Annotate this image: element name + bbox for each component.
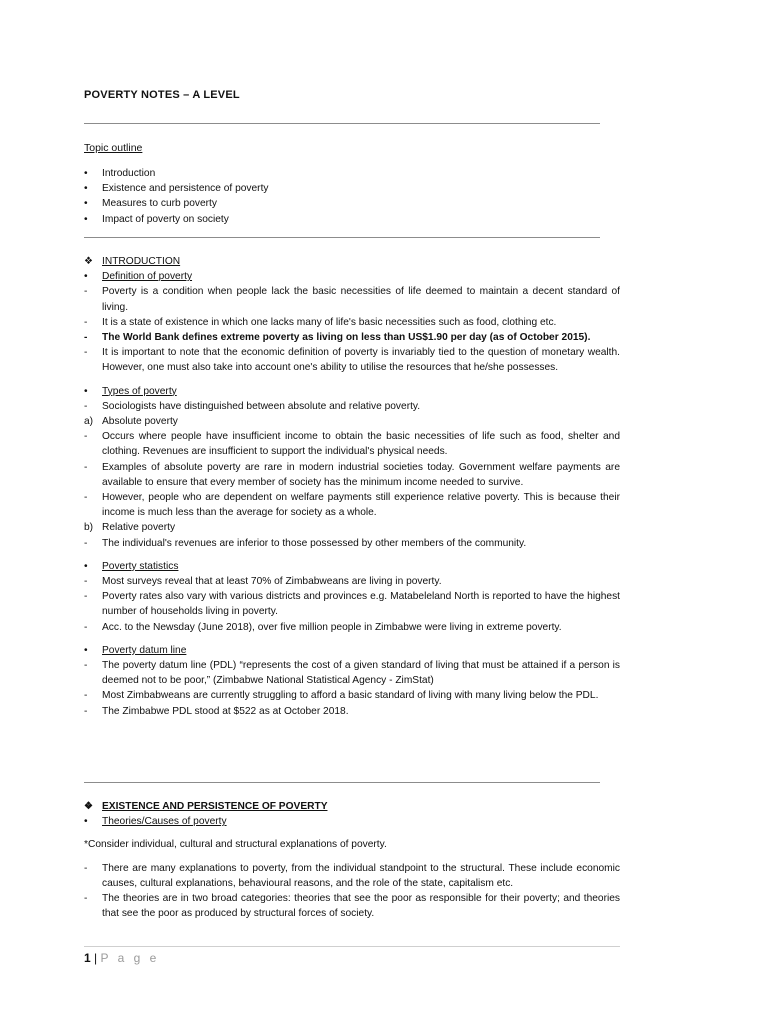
- footer-separator: |: [90, 951, 101, 965]
- list-item: - The Zimbabwe PDL stood at $522 as at October 2018.: [84, 705, 349, 717]
- list-item: - The World Bank defines extreme poverty as living on less than US$1.90 per day (as of October 2015).: [84, 332, 591, 344]
- list-item: - Occurs where people have insufficient income to obtain the basic necessities of life such as food, shelter and clothing. Revenues are insufficient to support the individual's physical needs.: [84, 431, 620, 458]
- topic-outline-list: [84, 166, 620, 227]
- list-item: • Impact of poverty on society: [84, 213, 229, 225]
- footer-divider: [84, 946, 620, 947]
- diamond-icon: ❖: [84, 256, 94, 267]
- document-title: POVERTY NOTES – A LEVEL: [84, 89, 240, 101]
- list-item: - There are many explanations to poverty, from the individual standpoint to the structural. These include economic causes, cultural explanations, behavioural reasons, and the role of the state, capitalism etc.: [84, 862, 620, 889]
- divider: [84, 782, 600, 783]
- list-item: - Acc. to the Newsday (June 2018), over five million people in Zimbabwe were living in extreme poverty.: [84, 621, 562, 633]
- page-number: 1: [84, 951, 91, 965]
- page-footer: [84, 951, 159, 965]
- list-item: - Sociologists have distinguished between absolute and relative poverty.: [84, 400, 421, 412]
- subsection-heading: • Types of poverty: [84, 385, 177, 397]
- page-word: P a g e: [100, 951, 160, 965]
- topic-outline-heading: Topic outline: [84, 142, 143, 154]
- list-item: • Measures to curb poverty: [84, 198, 217, 210]
- subsection-label: a) Absolute poverty: [84, 416, 178, 428]
- list-item: • Introduction: [84, 168, 156, 179]
- list-item: - The poverty datum line (PDL) “represents the cost of a given standard of living that must be attained if a person is deemed not to be poor,” (Zimbabwe National Statistical Agency - ZimStat): [84, 660, 620, 687]
- subsection-heading: • Poverty datum line: [84, 644, 187, 656]
- divider: [84, 237, 600, 238]
- section-heading: ❖ EXISTENCE AND PERSISTENCE OF POVERTY: [84, 799, 620, 814]
- subsection-label: b) Relative poverty: [84, 522, 176, 534]
- diamond-icon: ❖: [84, 801, 94, 812]
- section-heading: ❖ INTRODUCTION: [84, 254, 620, 269]
- existence-section: [84, 799, 620, 921]
- list-item: • Existence and persistence of poverty: [84, 183, 269, 195]
- list-item: - Most Zimbabweans are currently struggling to afford a basic standard of living with many living below the PDL.: [84, 690, 599, 702]
- note: *Consider individual, cultural and structural explanations of poverty.: [84, 839, 387, 851]
- list-item: - Poverty is a condition when people lack the basic necessities of life deemed to maintain a decent standard of living.: [84, 286, 620, 313]
- list-item: - The individual's revenues are inferior to those possessed by other members of the community.: [84, 537, 527, 549]
- list-item: - Most surveys reveal that at least 70% of Zimbabweans are living in poverty.: [84, 576, 442, 588]
- introduction-section: [84, 254, 620, 719]
- list-item: - However, people who are dependent on welfare payments still experience relative poverty. This is because their income is much less than the average for society as a whole.: [84, 492, 620, 519]
- list-item: - It is a state of existence in which one lacks many of life's basic necessities such as food, clothing etc.: [84, 316, 557, 328]
- list-item: - The theories are in two broad categories: theories that see the poor as responsible for their poverty; and theories that see the poor as produced by structural forces of society.: [84, 893, 620, 920]
- list-item: - Examples of absolute poverty are rare in modern industrial societies today. Government welfare payments are available to ensure that every member of society has the minimum income needed to survive.: [84, 461, 620, 488]
- subsection-heading: • Theories/Causes of poverty: [84, 816, 227, 828]
- subsection-heading: • Poverty statistics: [84, 560, 179, 572]
- list-item: - Poverty rates also vary with various districts and provinces e.g. Matabeleland North is reported to have the highest number of households living in poverty.: [84, 591, 620, 618]
- divider: [84, 123, 600, 124]
- list-item: - It is important to note that the economic definition of poverty is invariably tied to the question of monetary wealth. However, one must also take into account one's ability to utilise the resources that he/she possesses.: [84, 347, 620, 374]
- subsection-heading: • Definition of poverty: [84, 271, 193, 283]
